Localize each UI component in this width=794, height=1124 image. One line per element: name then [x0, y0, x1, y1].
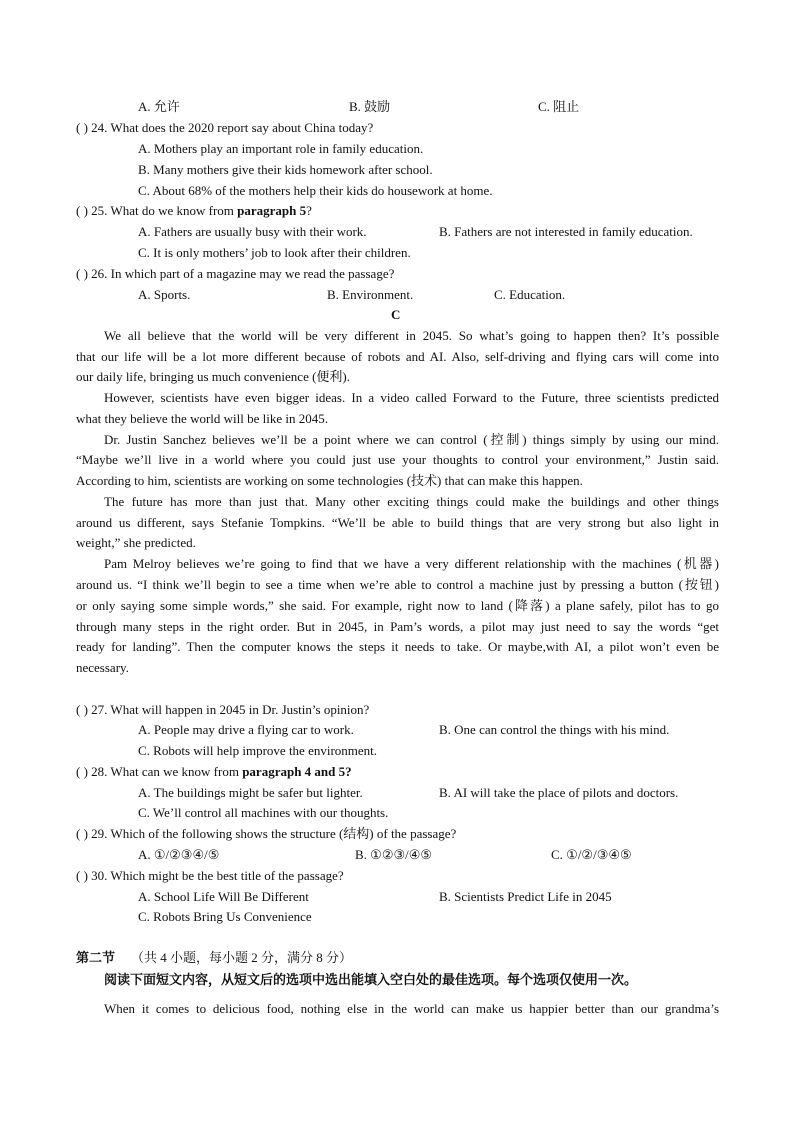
q25-option-b: B. Fathers are not interested in family education.	[439, 224, 693, 239]
passage-line: We all believe that the world will be very different in 2045. So what’s going to happen then? It’s possible	[104, 328, 719, 343]
passage-line: “Maybe we’ll live in a world where you could just use your thoughts to control your environment,” Justin said.	[76, 452, 719, 467]
q28-stem-bold: paragraph 4 and 5?	[242, 764, 352, 779]
passage-line: According to him, scientists are working on some technologies (技术) that can make this happen.	[76, 473, 583, 488]
passage-line: However, scientists have even bigger ideas. In a video called Forward to the Future, three scientists predicted	[104, 390, 719, 405]
passage-line: ready for landing”. Then the computer knows the steps it needs to take. Or maybe,with AI, a pilot won’t even be	[76, 639, 719, 654]
q25-stem-text: ( ) 25. What do we know from	[76, 203, 238, 218]
passage-line: our daily life, bringing us much convenience (便利).	[76, 369, 351, 384]
q25-stem	[76, 203, 312, 219]
q26-stem: ( ) 26. In which part of a magazine may we read the passage?	[76, 266, 395, 281]
q30-option-a: A. School Life Will Be Different	[138, 889, 309, 904]
section-heading	[76, 950, 352, 966]
q26-option-c: C. Education.	[494, 287, 566, 302]
passage-line: Pam Melroy believes we’re going to find that we have a very different relationship with the machines (机器)	[104, 556, 719, 571]
q25-stem-bold: paragraph 5	[237, 203, 307, 218]
q26-option-b: B. Environment.	[327, 287, 414, 302]
q30-option-b: B. Scientists Predict Life in 2045	[439, 889, 612, 904]
q27-stem: ( ) 27. What will happen in 2045 in Dr. Justin’s opinion?	[76, 702, 370, 717]
q25-stem-end: ?	[306, 203, 312, 218]
q28-option-c: C. We’ll control all machines with our thoughts.	[138, 805, 389, 820]
q26-option-a: A. Sports.	[138, 287, 191, 302]
q27-option-c: C. Robots will help improve the environment.	[138, 743, 378, 758]
passage-line: or only saying some simple words,” she said. For example, right now to land (降落) a plane safely, pilot has to go	[76, 598, 719, 613]
q24-option-a: A. Mothers play an important role in family education.	[138, 141, 424, 156]
q28-option-b: B. AI will take the place of pilots and doctors.	[439, 785, 679, 800]
section-first-line: When it comes to delicious food, nothing else in the world can make us happier better than our grandma’s	[104, 1001, 719, 1016]
q28-stem-text: ( ) 28. What can we know from	[76, 764, 243, 779]
q29-stem: ( ) 29. Which of the following shows the structure (结构) of the passage?	[76, 826, 457, 841]
passage-line: that our life will be a lot more different because of robots and AI. Also, self-driving and flying cars will come into	[76, 349, 719, 364]
passage-line: The future has more than just that. Many other exciting things could make the buildings and other things	[104, 494, 719, 509]
passage-line: necessary.	[76, 660, 129, 675]
q28-stem	[76, 764, 352, 780]
q23-option-c: C. 阻止	[538, 99, 580, 114]
q28-option-a: A. The buildings might be safer but lighter.	[138, 785, 363, 800]
q29-option-c: C. ①/②/③④⑤	[551, 847, 632, 862]
section-score: （共 4 小题，每小题 2 分，满分 8 分）	[131, 950, 353, 965]
passage-line: Dr. Justin Sanchez believes we’ll be a point where we can control (控制) things simply by using our mind.	[104, 432, 719, 447]
section-instruction: 阅读下面短文内容，从短文后的选项中选出能填入空白处的最佳选项。每个选项仅使用一次。	[104, 972, 638, 987]
q27-option-a: A. People may drive a flying car to work.	[138, 722, 354, 737]
section-title: 第二节	[76, 950, 116, 965]
q24-stem: ( ) 24. What does the 2020 report say about China today?	[76, 120, 374, 135]
q23-option-a: A. 允许	[138, 99, 180, 114]
q30-option-c: C. Robots Bring Us Convenience	[138, 909, 312, 924]
passage-heading: C	[391, 307, 401, 322]
q24-option-b: B. Many mothers give their kids homework after school.	[138, 162, 433, 177]
passage-line: what they believe the world will be like in 2045.	[76, 411, 328, 426]
q29-option-b: B. ①②③/④⑤	[355, 847, 433, 862]
q24-option-c: C. About 68% of the mothers help their kids do housework at home.	[138, 183, 493, 198]
q30-stem: ( ) 30. Which might be the best title of the passage?	[76, 868, 344, 883]
q29-option-a: A. ①/②③④/⑤	[138, 847, 220, 862]
passage-line: around us. “I think we’ll begin to see a time when we’re able to control a machine just by pressing a button (按钮)	[76, 577, 719, 592]
q23-option-b: B. 鼓励	[349, 99, 391, 114]
passage-line: weight,” she predicted.	[76, 535, 196, 550]
q25-option-a: A. Fathers are usually busy with their work.	[138, 224, 367, 239]
passage-line: through many steps in the right order. But in 2045, in Pam’s words, a pilot may just need to say the words “get	[76, 619, 719, 634]
q25-option-c: C. It is only mothers’ job to look after their children.	[138, 245, 411, 260]
passage-line: around us different, says Stefanie Tompkins. “We’ll be able to build things that are very strong but also light in	[76, 515, 719, 530]
q27-option-b: B. One can control the things with his mind.	[439, 722, 670, 737]
